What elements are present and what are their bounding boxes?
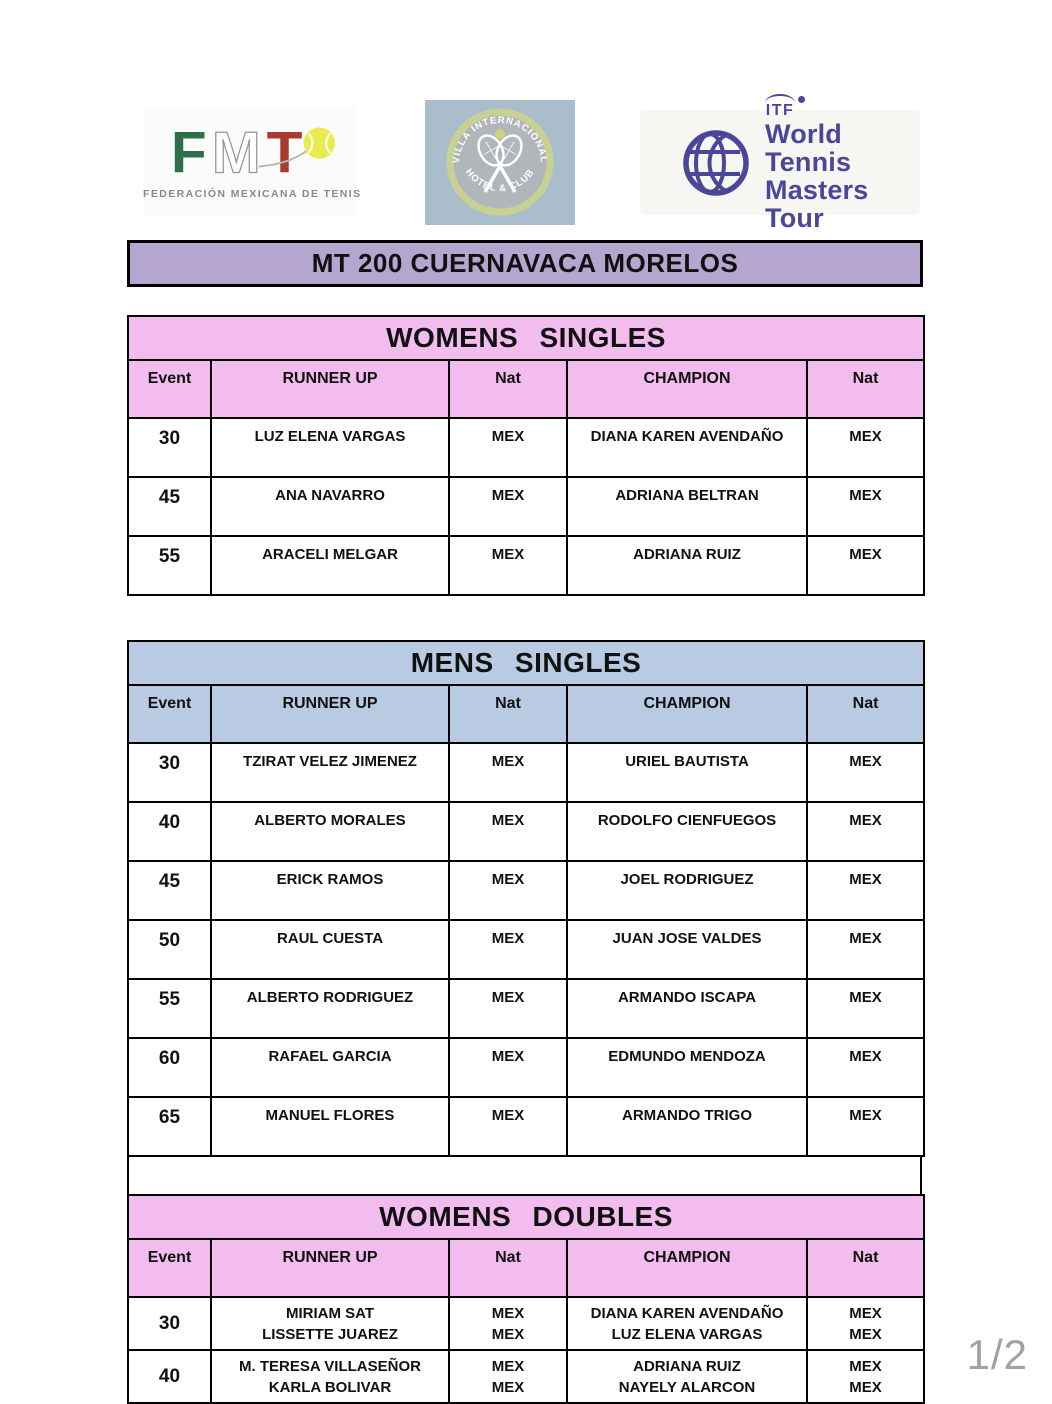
nat-text: MEX (491, 1378, 525, 1396)
champion-cell (567, 979, 807, 1038)
nat-text: MEX (491, 989, 525, 1006)
fmt-letter-m: M (211, 120, 261, 186)
nat-cell (449, 861, 567, 920)
nat-cell (449, 979, 567, 1038)
runner-up-text: MIRIAM SAT (285, 1304, 375, 1322)
itf-line1: World Tennis (765, 118, 852, 177)
page-indicator: 1/2 (966, 1331, 1028, 1378)
itf-logo (640, 101, 920, 233)
runner-up-text: KARLA BOLIVAR (268, 1378, 392, 1396)
nat-cell (807, 536, 924, 595)
table-row (128, 1297, 924, 1350)
event-text: 45 (158, 871, 181, 892)
champion-cell (567, 861, 807, 920)
col-header-nat-2: Nat (807, 1239, 924, 1297)
event-cell (128, 861, 211, 920)
nat-text: MEX (491, 930, 525, 947)
champion-text: JOEL RODRIGUEZ (620, 871, 754, 888)
nat-2-text: MEX (849, 871, 882, 888)
villa-ball-icon (495, 129, 505, 139)
mens-singles-section-title: MENS SINGLES (128, 641, 924, 685)
event-cell (128, 1097, 211, 1156)
nat-cell (449, 536, 567, 595)
champion-text: ADRIANA RUIZ (633, 546, 741, 563)
champion-cell (567, 743, 807, 802)
event-cell (128, 536, 211, 595)
nat-2-text: MEX (849, 1048, 882, 1065)
runner-up-text: RAFAEL GARCIA (268, 1048, 392, 1065)
nat-2-text: MEX (849, 487, 882, 504)
col-header-champion: CHAMPION (567, 685, 807, 743)
champion-text: ARMANDO TRIGO (622, 1107, 752, 1124)
champion-text: DIANA KAREN AVENDAÑO (590, 428, 784, 445)
table-row (128, 418, 924, 477)
event-text: 30 (158, 753, 181, 774)
nat-text: MEX (491, 753, 525, 770)
table-row (128, 477, 924, 536)
nat-text: MEX (491, 812, 525, 829)
nat-cell (449, 1097, 567, 1156)
event-cell (128, 920, 211, 979)
nat-2-text: MEX (849, 753, 882, 770)
runner-up-cell (211, 1038, 449, 1097)
runner-up-cell (211, 418, 449, 477)
event-cell (128, 743, 211, 802)
runner-up-cell (211, 536, 449, 595)
champion-text: ADRIANA BELTRAN (615, 487, 759, 504)
event-text: 50 (158, 930, 181, 951)
nat-text: MEX (491, 1304, 525, 1322)
event-cell (128, 1297, 211, 1350)
runner-up-cell (211, 861, 449, 920)
champion-text: URIEL BAUTISTA (625, 753, 749, 770)
nat-cell (449, 418, 567, 477)
champion-text: JUAN JOSE VALDES (612, 930, 762, 947)
event-text: 45 (158, 487, 181, 508)
event-text: 40 (158, 812, 181, 833)
nat-cell (807, 418, 924, 477)
nat-2-text: MEX (849, 812, 882, 829)
table-row (128, 536, 924, 595)
womens-doubles-section-title: WOMENS DOUBLES (128, 1195, 924, 1239)
nat-text: MEX (491, 1048, 525, 1065)
col-header-nat-2: Nat (807, 360, 924, 418)
col-header-champion: CHAMPION (567, 360, 807, 418)
champion-text: EDMUNDO MENDOZA (608, 1048, 766, 1065)
runner-up-text: ANA NAVARRO (275, 487, 385, 504)
champion-text: NAYELY ALARCON (618, 1378, 756, 1396)
fmt-logo-icon (143, 108, 355, 190)
champion-cell (567, 920, 807, 979)
nat-cell (807, 1038, 924, 1097)
champion-cell (567, 536, 807, 595)
nat-text: MEX (491, 1107, 525, 1124)
event-cell (128, 979, 211, 1038)
mens-singles-table (127, 640, 925, 1157)
runner-up-cell (211, 920, 449, 979)
runner-up-text: RAUL CUESTA (276, 930, 384, 947)
table-row (128, 920, 924, 979)
fmt-logo (143, 108, 362, 216)
nat-2-text: MEX (849, 989, 882, 1006)
champion-cell (567, 1038, 807, 1097)
col-header-runner-up: RUNNER UP (211, 1239, 449, 1297)
villa-hotel-logo (425, 100, 575, 225)
fmt-caption: FEDERACIÓN MEXICANA DE TENIS (143, 188, 362, 200)
fmt-letter-t: T (266, 120, 303, 186)
event-text: 55 (158, 546, 181, 567)
event-cell (128, 1038, 211, 1097)
registered-mark-icon (798, 96, 805, 103)
table-row (128, 1038, 924, 1097)
champion-cell (567, 1297, 807, 1350)
runner-up-text: TZIRAT VELEZ JIMENEZ (243, 753, 417, 770)
nat-cell (449, 477, 567, 536)
womens-doubles-table (127, 1194, 925, 1404)
nat-text: MEX (491, 546, 525, 563)
nat-text: MEX (491, 1357, 525, 1375)
champion-cell (567, 477, 807, 536)
empty-row (127, 1157, 922, 1194)
nat-cell (449, 743, 567, 802)
runner-up-cell (211, 743, 449, 802)
runner-up-text: ARACELI MELGAR (262, 546, 398, 563)
nat-2-text: MEX (849, 930, 882, 947)
runner-up-cell (211, 477, 449, 536)
col-header-nat-2: Nat (807, 685, 924, 743)
nat-text: MEX (491, 487, 525, 504)
nat-cell (449, 1038, 567, 1097)
nat-cell (449, 920, 567, 979)
nat-2-text: MEX (849, 1107, 882, 1124)
col-header-nat: Nat (449, 1239, 567, 1297)
nat-2-text: MEX (849, 546, 882, 563)
runner-up-cell (211, 1097, 449, 1156)
col-header-event: Event (128, 685, 211, 743)
event-text: 55 (158, 989, 181, 1010)
event-text: 60 (158, 1048, 181, 1069)
runner-up-text: ERICK RAMOS (276, 871, 384, 888)
nat-2-text: MEX (849, 1357, 882, 1375)
womens-singles-table (127, 315, 925, 596)
nat-2-text: MEX (849, 1378, 882, 1396)
results-tables (127, 315, 923, 1404)
itf-line2: Masters Tour (765, 174, 869, 233)
runner-up-text: ALBERTO MORALES (254, 812, 406, 829)
champion-text: RODOLFO CIENFUEGOS (597, 812, 777, 829)
col-header-nat: Nat (449, 360, 567, 418)
col-header-nat: Nat (449, 685, 567, 743)
nat-cell (807, 802, 924, 861)
runner-up-text: LUZ ELENA VARGAS (254, 428, 406, 445)
nat-cell (807, 1350, 924, 1403)
nat-cell (807, 1097, 924, 1156)
nat-cell (807, 743, 924, 802)
itf-abbr: ITF (765, 101, 795, 119)
tournament-title-band: MT 200 CUERNAVACA MORELOS (127, 240, 923, 287)
champion-cell (567, 1350, 807, 1403)
nat-cell (807, 861, 924, 920)
globe-icon (680, 127, 752, 199)
nat-2-text: MEX (849, 1304, 882, 1322)
champion-cell (567, 802, 807, 861)
runner-up-text: MANUEL FLORES (265, 1107, 395, 1124)
runner-up-text: ALBERTO RODRIGUEZ (246, 989, 414, 1006)
nat-cell (807, 477, 924, 536)
table-row (128, 802, 924, 861)
fmt-letter-f: F (170, 120, 207, 186)
event-text: 40 (158, 1366, 181, 1387)
event-cell (128, 418, 211, 477)
runner-up-cell (211, 979, 449, 1038)
womens-singles-section-title: WOMENS SINGLES (128, 316, 924, 360)
table-row (128, 1097, 924, 1156)
villa-arc-bottom-text: HOTEL & CLUB (462, 166, 538, 195)
nat-cell (807, 979, 924, 1038)
event-text: 30 (158, 428, 181, 449)
col-header-event: Event (128, 1239, 211, 1297)
itf-wordmark (765, 94, 920, 232)
table-row (128, 743, 924, 802)
event-text: 30 (158, 1313, 181, 1334)
champion-cell (567, 418, 807, 477)
nat-2-text: MEX (849, 1325, 882, 1343)
nat-cell (449, 1297, 567, 1350)
table-row (128, 1350, 924, 1403)
villa-arc-top-text: VILLA INTERNACIONAL (450, 114, 550, 164)
nat-cell (449, 1350, 567, 1403)
event-text: 65 (158, 1107, 181, 1128)
runner-up-text: LISSETTE JUAREZ (262, 1325, 398, 1343)
runner-up-text: M. TERESA VILLASEÑOR (239, 1357, 421, 1375)
nat-cell (449, 802, 567, 861)
champion-text: ADRIANA RUIZ (633, 1357, 741, 1375)
event-cell (128, 1350, 211, 1403)
nat-text: MEX (491, 1325, 525, 1343)
champion-text: ARMANDO ISCAPA (617, 989, 757, 1006)
runner-up-cell (211, 1297, 449, 1350)
event-cell (128, 477, 211, 536)
nat-cell (807, 920, 924, 979)
col-header-champion: CHAMPION (567, 1239, 807, 1297)
table-row (128, 979, 924, 1038)
col-header-event: Event (128, 360, 211, 418)
nat-text: MEX (491, 871, 525, 888)
nat-cell (807, 1297, 924, 1350)
table-row (128, 861, 924, 920)
villa-badge-icon (425, 100, 575, 225)
runner-up-cell (211, 1350, 449, 1403)
nat-2-text: MEX (849, 428, 882, 445)
nat-text: MEX (491, 428, 525, 445)
col-header-runner-up: RUNNER UP (211, 685, 449, 743)
runner-up-cell (211, 802, 449, 861)
champion-text: LUZ ELENA VARGAS (611, 1325, 763, 1343)
event-cell (128, 802, 211, 861)
champion-cell (567, 1097, 807, 1156)
tennis-ball-icon (304, 128, 335, 159)
champion-text: DIANA KAREN AVENDAÑO (590, 1304, 784, 1322)
col-header-runner-up: RUNNER UP (211, 360, 449, 418)
logo-strip (0, 0, 1052, 240)
